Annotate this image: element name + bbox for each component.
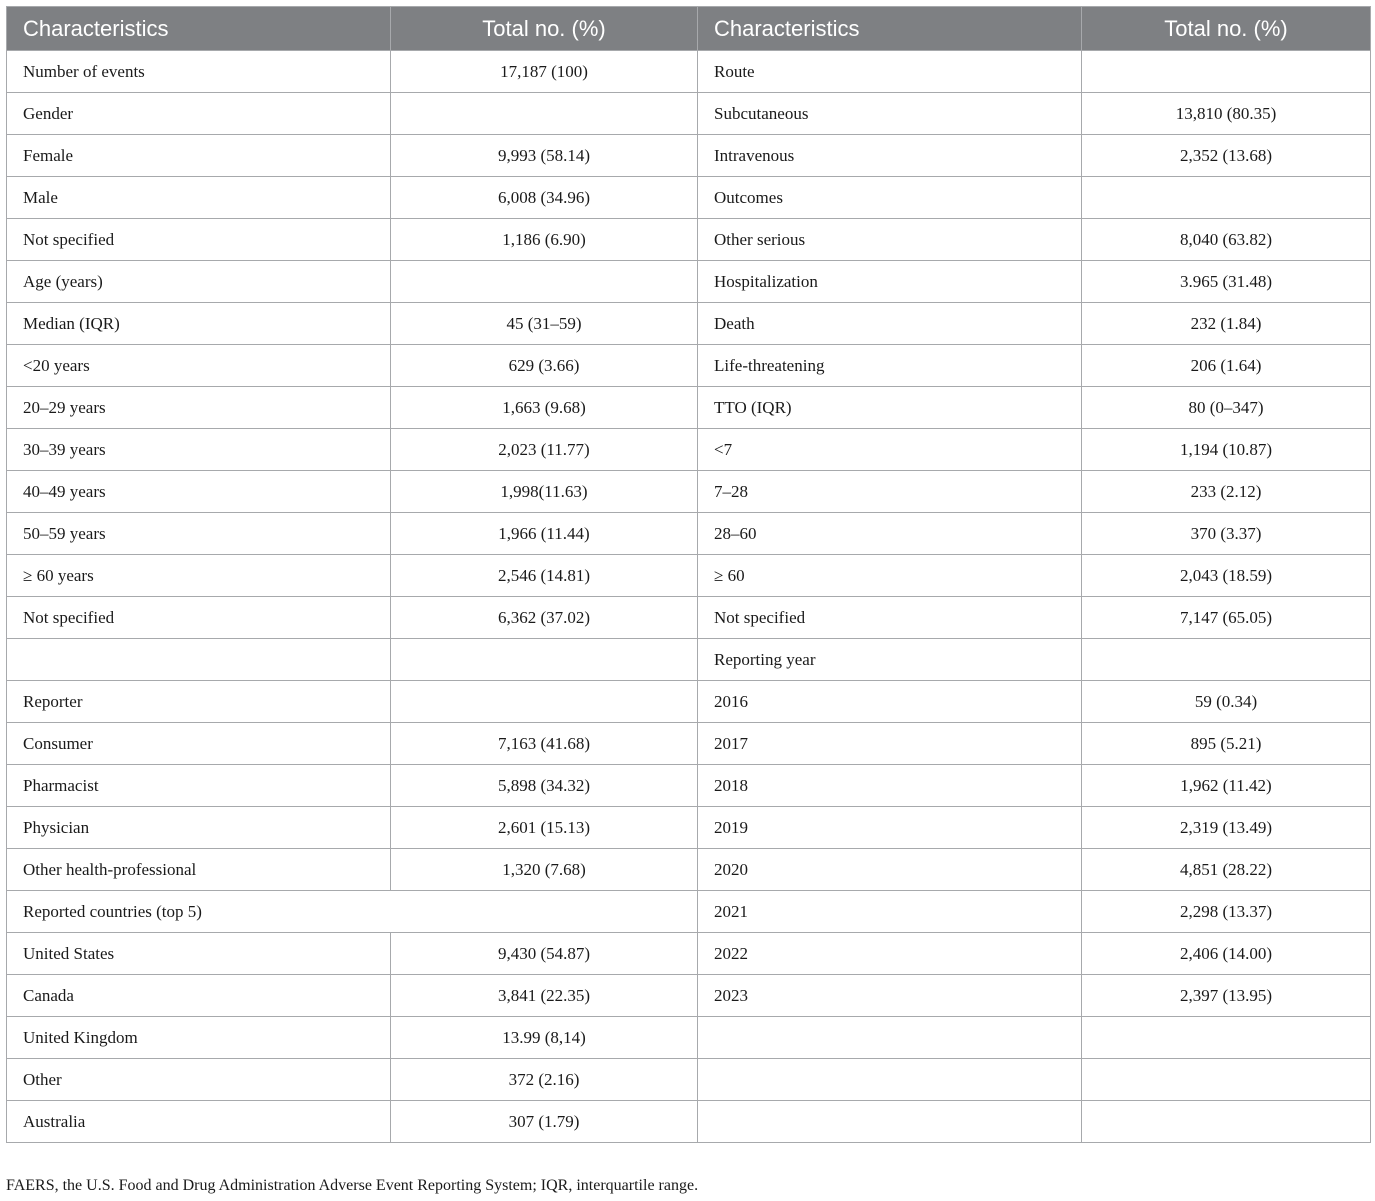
table-row (7, 975, 1371, 1017)
right-value-cell: 80 (0–347) (1082, 387, 1371, 429)
right-label-cell: 2018 (698, 765, 1082, 807)
left-label-cell: 50–59 years (7, 513, 391, 555)
left-label-cell: Male (7, 177, 391, 219)
right-label-cell: <7 (698, 429, 1082, 471)
left-value-cell: 307 (1.79) (391, 1101, 698, 1143)
left-label-cell (7, 639, 391, 681)
left-value-cell (391, 639, 698, 681)
left-value-cell: 1,998(11.63) (391, 471, 698, 513)
left-label-cell: <20 years (7, 345, 391, 387)
right-value-cell: 232 (1.84) (1082, 303, 1371, 345)
left-value-cell: 629 (3.66) (391, 345, 698, 387)
right-value-cell: 1,962 (11.42) (1082, 765, 1371, 807)
right-value-cell: 59 (0.34) (1082, 681, 1371, 723)
left-value-cell: 9,430 (54.87) (391, 933, 698, 975)
right-label-cell: 2019 (698, 807, 1082, 849)
left-label-cell: Reporter (7, 681, 391, 723)
left-label-cell: Physician (7, 807, 391, 849)
right-value-cell: 8,040 (63.82) (1082, 219, 1371, 261)
right-label-cell: 2020 (698, 849, 1082, 891)
right-value-cell (1082, 51, 1371, 93)
left-label-cell: Pharmacist (7, 765, 391, 807)
right-label-cell (698, 1017, 1082, 1059)
right-label-cell (698, 1101, 1082, 1143)
left-label-cell: Canada (7, 975, 391, 1017)
right-label-cell: Subcutaneous (698, 93, 1082, 135)
table-row (7, 387, 1371, 429)
table-row (7, 555, 1371, 597)
left-label-cell: Median (IQR) (7, 303, 391, 345)
left-label-cell: 30–39 years (7, 429, 391, 471)
left-label-cell: Female (7, 135, 391, 177)
left-label-cell: Not specified (7, 219, 391, 261)
table-row (7, 429, 1371, 471)
left-value-cell: 5,898 (34.32) (391, 765, 698, 807)
right-label-cell: Intravenous (698, 135, 1082, 177)
left-label-cell: Number of events (7, 51, 391, 93)
header-total-left: Total no. (%) (391, 7, 698, 51)
table-header-row (7, 7, 1371, 51)
table-row (7, 93, 1371, 135)
left-value-cell: 1,663 (9.68) (391, 387, 698, 429)
right-value-cell (1082, 1059, 1371, 1101)
left-label-cell: Other health-professional (7, 849, 391, 891)
table-row (7, 891, 1371, 933)
right-label-cell (698, 1059, 1082, 1101)
right-label-cell: Route (698, 51, 1082, 93)
right-label-cell: 2021 (698, 891, 1082, 933)
left-label-cell: ≥ 60 years (7, 555, 391, 597)
table-row (7, 219, 1371, 261)
right-label-cell: 2016 (698, 681, 1082, 723)
right-label-cell: TTO (IQR) (698, 387, 1082, 429)
right-value-cell (1082, 1017, 1371, 1059)
right-label-cell: 2017 (698, 723, 1082, 765)
table-row (7, 639, 1371, 681)
left-value-cell: 45 (31–59) (391, 303, 698, 345)
left-value-cell: 13.99 (8,14) (391, 1017, 698, 1059)
left-value-cell: 372 (2.16) (391, 1059, 698, 1101)
left-label-cell: Consumer (7, 723, 391, 765)
right-value-cell: 3.965 (31.48) (1082, 261, 1371, 303)
left-value-cell: 9,993 (58.14) (391, 135, 698, 177)
table-row (7, 1017, 1371, 1059)
table-row (7, 681, 1371, 723)
left-label-cell: 20–29 years (7, 387, 391, 429)
right-label-cell: ≥ 60 (698, 555, 1082, 597)
table-footnote: FAERS, the U.S. Food and Drug Administration Adverse Event Reporting System; IQR, interquartile range. (6, 1177, 699, 1194)
right-value-cell: 2,406 (14.00) (1082, 933, 1371, 975)
header-total-right: Total no. (%) (1082, 7, 1371, 51)
right-label-cell: Not specified (698, 597, 1082, 639)
right-label-cell: 7–28 (698, 471, 1082, 513)
left-value-cell: 17,187 (100) (391, 51, 698, 93)
left-value-cell: 3,841 (22.35) (391, 975, 698, 1017)
right-label-cell: 2022 (698, 933, 1082, 975)
table-row (7, 597, 1371, 639)
right-value-cell: 7,147 (65.05) (1082, 597, 1371, 639)
left-value-cell: 2,546 (14.81) (391, 555, 698, 597)
right-label-cell: Reporting year (698, 639, 1082, 681)
left-value-cell (391, 261, 698, 303)
right-value-cell (1082, 177, 1371, 219)
right-value-cell: 1,194 (10.87) (1082, 429, 1371, 471)
left-value-cell: 6,008 (34.96) (391, 177, 698, 219)
table-row (7, 471, 1371, 513)
right-value-cell: 2,397 (13.95) (1082, 975, 1371, 1017)
table-row (7, 849, 1371, 891)
right-label-cell: Life-threatening (698, 345, 1082, 387)
left-label-cell: Not specified (7, 597, 391, 639)
right-label-cell: Other serious (698, 219, 1082, 261)
right-label-cell: Death (698, 303, 1082, 345)
right-label-cell: Hospitalization (698, 261, 1082, 303)
left-label-cell: United States (7, 933, 391, 975)
header-characteristics-right: Characteristics (698, 7, 1082, 51)
right-value-cell: 2,043 (18.59) (1082, 555, 1371, 597)
left-value-cell: 1,966 (11.44) (391, 513, 698, 555)
table-row (7, 765, 1371, 807)
left-value-cell: 6,362 (37.02) (391, 597, 698, 639)
left-value-cell: 7,163 (41.68) (391, 723, 698, 765)
table-row (7, 723, 1371, 765)
right-label-cell: 28–60 (698, 513, 1082, 555)
left-label-cell: Other (7, 1059, 391, 1101)
left-label-cell: Australia (7, 1101, 391, 1143)
right-value-cell: 206 (1.64) (1082, 345, 1371, 387)
right-value-cell: 370 (3.37) (1082, 513, 1371, 555)
table-row (7, 1059, 1371, 1101)
right-value-cell: 895 (5.21) (1082, 723, 1371, 765)
table-row (7, 135, 1371, 177)
header-characteristics-left: Characteristics (7, 7, 391, 51)
left-value-cell (391, 93, 698, 135)
table-body (7, 51, 1371, 1143)
left-label-cell: Gender (7, 93, 391, 135)
right-label-cell: 2023 (698, 975, 1082, 1017)
table-row (7, 303, 1371, 345)
right-value-cell: 2,319 (13.49) (1082, 807, 1371, 849)
right-value-cell: 233 (2.12) (1082, 471, 1371, 513)
left-value-cell: 2,601 (15.13) (391, 807, 698, 849)
left-label-cell: Age (years) (7, 261, 391, 303)
left-value-cell: 1,186 (6.90) (391, 219, 698, 261)
left-label-cell: Reported countries (top 5) (7, 891, 698, 933)
left-label-cell: 40–49 years (7, 471, 391, 513)
right-value-cell (1082, 1101, 1371, 1143)
right-value-cell: 13,810 (80.35) (1082, 93, 1371, 135)
right-value-cell: 4,851 (28.22) (1082, 849, 1371, 891)
table-row (7, 345, 1371, 387)
left-value-cell (391, 681, 698, 723)
table-row (7, 513, 1371, 555)
table-row (7, 51, 1371, 93)
table-row (7, 261, 1371, 303)
table-row (7, 933, 1371, 975)
right-value-cell: 2,352 (13.68) (1082, 135, 1371, 177)
right-value-cell (1082, 639, 1371, 681)
table-row (7, 1101, 1371, 1143)
left-value-cell: 2,023 (11.77) (391, 429, 698, 471)
table-row (7, 807, 1371, 849)
right-label-cell: Outcomes (698, 177, 1082, 219)
characteristics-table (6, 6, 1371, 1143)
left-value-cell: 1,320 (7.68) (391, 849, 698, 891)
right-value-cell: 2,298 (13.37) (1082, 891, 1371, 933)
table-row (7, 177, 1371, 219)
left-label-cell: United Kingdom (7, 1017, 391, 1059)
